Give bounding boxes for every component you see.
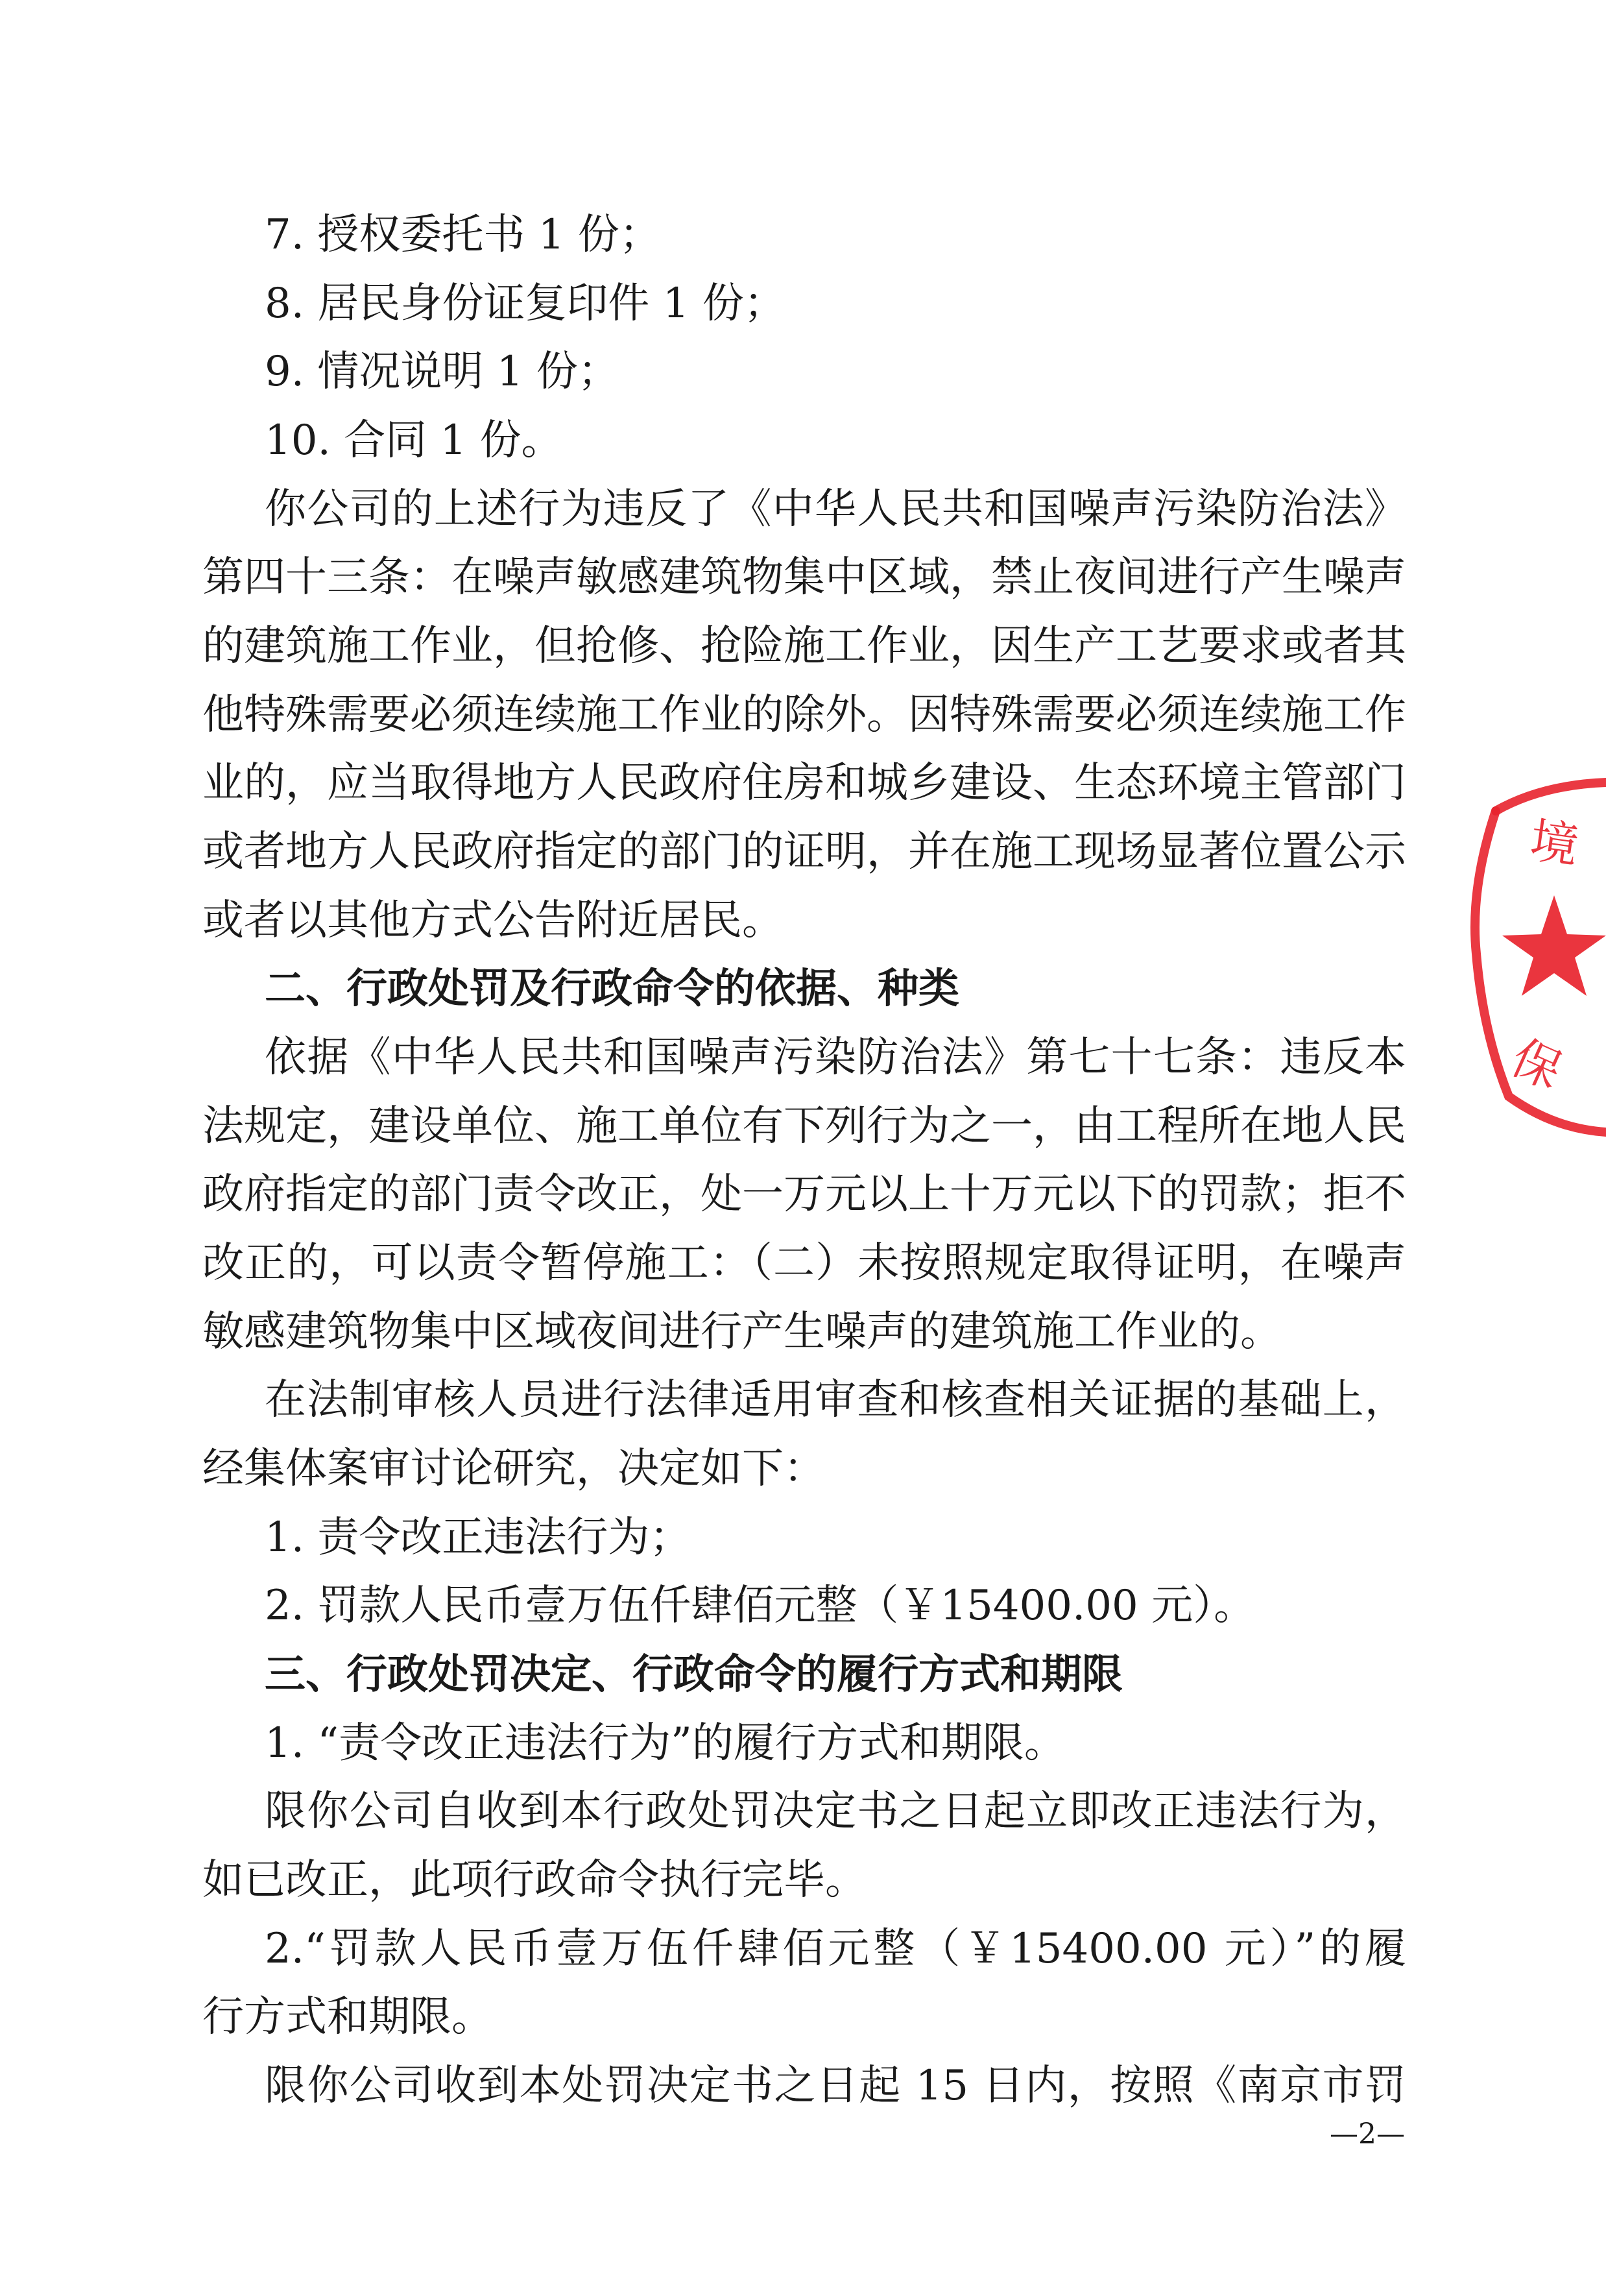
paragraph-basis-line: 敏感建筑物集中区域夜间进行产生噪声的建筑施工作业的。: [202, 1308, 1282, 1356]
subsection-body-correction-line: 如已改正，此项行政命令执行完毕。: [202, 1856, 867, 1904]
subsection-title-fine: 2.“罚款人民币壹万伍仟肆佰元整（￥15400.00 元）”的履: [265, 1925, 1406, 1973]
subsection-title-correction: 1. “责令改正违法行为”的履行方式和期限。: [265, 1719, 1066, 1767]
paragraph-review-line: 在法制审核人员进行法律适用审查和核查相关证据的基础上，: [265, 1376, 1406, 1424]
page-number: —2—: [1330, 2118, 1405, 2151]
paragraph-violation-line: 的建筑施工作业，但抢修、抢险施工作业，因生产工艺要求或者其: [202, 622, 1406, 670]
paragraph-violation-line: 第四十三条：在噪声敏感建筑物集中区域，禁止夜间进行产生噪声: [202, 553, 1406, 601]
official-seal-stamp: [1450, 759, 1606, 1148]
decision-item-1: 1. 责令改正违法行为；: [265, 1514, 691, 1562]
section-heading-execution: 三、行政处罚决定、行政命令的履行方式和期限: [265, 1650, 1123, 1698]
paragraph-basis-line: 改正的，可以责令暂停施工：（二）未按照规定取得证明，在噪声: [202, 1239, 1406, 1287]
paragraph-basis-line: 政府指定的部门责令改正，处一万元以上十万元以下的罚款；拒不: [202, 1170, 1406, 1218]
paragraph-violation-line: 或者地方人民政府指定的部门的证明，并在施工现场显著位置公示: [202, 828, 1406, 876]
section-heading-basis: 二、行政处罚及行政命令的依据、种类: [265, 965, 959, 1012]
subsection-body-fine-line: 限你公司收到本处罚决定书之日起 15 日内，按照《南京市罚: [265, 2062, 1406, 2110]
paragraph-basis-line: 依据《中华人民共和国噪声污染防治法》第七十七条：违反本: [265, 1033, 1406, 1082]
list-item-10: 10. 合同 1 份。: [265, 417, 563, 465]
svg-text:保: 保: [1503, 1029, 1570, 1100]
list-item-7: 7. 授权委托书 1 份；: [265, 211, 661, 259]
list-item-9: 9. 情况说明 1 份；: [265, 348, 619, 396]
paragraph-review-line: 经集体案审讨论研究，决定如下：: [202, 1445, 825, 1493]
paragraph-violation-line: 他特殊需要必须连续施工作业的除外。因特殊需要必须连续施工作: [202, 691, 1406, 739]
subsection-body-correction-line: 限你公司自收到本行政处罚决定书之日起立即改正违法行为，: [265, 1787, 1406, 1835]
paragraph-violation-line: 或者以其他方式公告附近居民。: [202, 897, 784, 945]
paragraph-basis-line: 法规定，建设单位、施工单位有下列行为之一，由工程所在地人民: [202, 1102, 1406, 1150]
decision-item-2: 2. 罚款人民币壹万伍仟肆佰元整（￥15400.00 元）。: [265, 1582, 1256, 1630]
paragraph-violation-line: 你公司的上述行为违反了《中华人民共和国噪声污染防治法》: [265, 485, 1406, 533]
subsection-title-fine: 行方式和期限。: [202, 1993, 493, 2041]
list-item-8: 8. 居民身份证复印件 1 份；: [265, 280, 785, 328]
svg-text:境: 境: [1526, 812, 1582, 875]
paragraph-violation-line: 业的，应当取得地方人民政府住房和城乡建设、生态环境主管部门: [202, 759, 1406, 807]
